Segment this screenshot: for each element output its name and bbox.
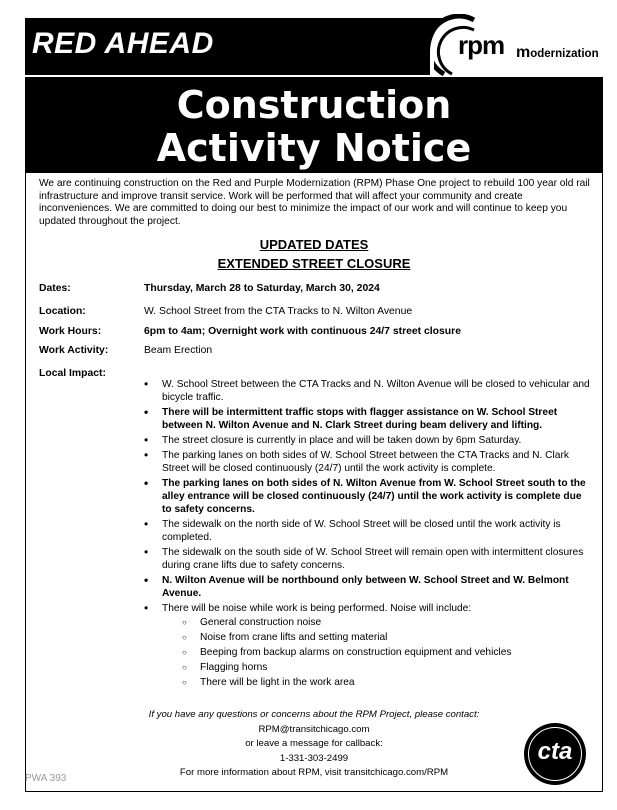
contact-or-line: or leave a message for callback:	[245, 738, 383, 750]
impact-item: • The parking lanes on both sides of W. School Street between the CTA Tracks and N. Clark Street will be closed continuously (24/7) until the work activity is complete.	[144, 449, 590, 475]
work-hours-value: 6pm to 4am; Overnight work with continuous 24/7 street closure	[144, 326, 461, 337]
cta-logo-text: cta	[537, 738, 573, 765]
document-code: PWA 393	[25, 773, 67, 784]
section-heading-street-closure: EXTENDED STREET CLOSURE	[217, 256, 411, 271]
page-title-line-1: Construction	[176, 83, 452, 127]
more-info-line: For more information about RPM, visit transitchicago.com/RPM	[179, 767, 449, 779]
section-heading-updated-dates: UPDATED DATES	[259, 237, 369, 252]
rpm-logo-subtext-rest: odernization	[530, 48, 599, 60]
impact-item: • W. School Street between the CTA Tracks and N. Wilton Avenue will be closed to vehicular and bicycle traffic.	[144, 378, 590, 404]
dates-label: Dates:	[39, 283, 71, 294]
local-impact-label: Local Impact:	[39, 368, 106, 379]
noise-list	[162, 615, 590, 690]
impact-item: • The parking lanes on both sides of N. Wilton Avenue from W. School Street south to the alley entrance will be closed continuously (24/7) until the work activity is complete due to safety concerns.	[144, 477, 590, 516]
contact-block	[25, 708, 603, 781]
impact-item: • The sidewalk on the south side of W. School Street will remain open with intermittent closures during crane lifts due to safety concerns.	[144, 546, 590, 572]
rpm-logo-text: rpm	[458, 30, 505, 60]
work-hours-label: Work Hours:	[39, 326, 102, 337]
impact-item: • The sidewalk on the north side of W. School Street will be closed until the work activity is completed.	[144, 518, 590, 544]
noise-item: ○ General construction noise	[162, 615, 590, 630]
impact-list	[144, 378, 590, 692]
location-label: Location:	[39, 306, 86, 317]
impact-item: • N. Wilton Avenue will be northbound only between W. School Street and W. Belmont Avenue.	[144, 574, 590, 600]
location-value: W. School Street from the CTA Tracks to N. Wilton Avenue	[144, 306, 413, 317]
page-title-line-2: Activity Notice	[156, 126, 472, 170]
impact-item: • There will be intermittent traffic stops with flagger assistance on W. School Street between N. Wilton Avenue and N. Clark Street during beam delivery and lifting.	[144, 406, 590, 432]
work-activity-value: Beam Erection	[144, 345, 213, 356]
contact-prompt: If you have any questions or concerns about the RPM Project, please contact:	[148, 709, 480, 720]
impact-item: • The street closure is currently in place and will be taken down by 6pm Saturday.	[144, 434, 590, 447]
noise-item: ○ Flagging horns	[162, 660, 590, 675]
noise-intro: There will be noise while work is being performed. Noise will include:	[162, 603, 472, 614]
impact-item-noise	[144, 602, 590, 690]
contact-phone[interactable]: 1-331-303-2499	[279, 752, 349, 764]
rpm-logo-subtext: modernization	[516, 44, 599, 61]
intro-paragraph: We are continuing construction on the Red and Purple Modernization (RPM) Phase One project to rebuild 100 year old rail infrastructure and improve transit service. Work will be performed that will affect your community and create inconveniences. We are committed to doing our best to minimize the impact of our work and will continue to keep you updated throughout the project.	[39, 178, 590, 227]
noise-item: ○ Noise from crane lifts and setting material	[162, 630, 590, 645]
noise-item: ○ Beeping from backup alarms on construction equipment and vehicles	[162, 645, 590, 660]
noise-item: ○ There will be light in the work area	[162, 675, 590, 690]
dates-value: Thursday, March 28 to Saturday, March 30, 2024	[144, 283, 380, 294]
contact-email[interactable]: RPM@transitchicago.com	[258, 723, 370, 735]
work-activity-label: Work Activity:	[39, 345, 109, 356]
red-ahead-logo: RED AHEAD	[32, 27, 214, 60]
